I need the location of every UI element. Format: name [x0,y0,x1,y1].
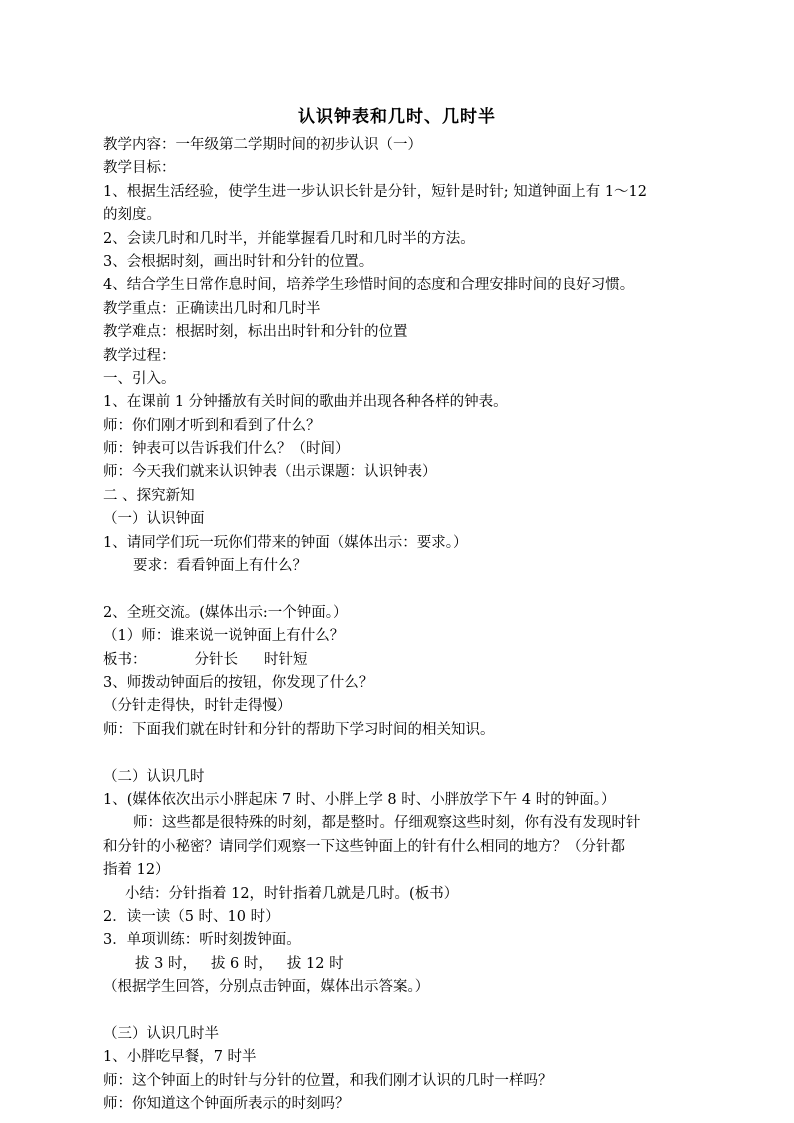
clock-face-step-2: 2、全班交流。(媒体出示:一个钟面。） [103,604,348,621]
teaching-goals-heading: 教学目标： [103,160,176,177]
teacher-line-3: 师：今天我们就来认识钟表（出示课题：认识钟表） [103,464,437,481]
exercise-12-oclock: 拔 12 时 [286,955,344,972]
goal-3-line: 3、会根据时刻，画出时针和分针的位置。 [103,253,374,270]
hand-speed-answer: （分针走得快，时针走得慢） [103,698,292,715]
blank-line [103,578,703,601]
section-explore-heading: 二 、探究新知 [103,487,195,504]
blank-line [103,742,703,765]
board-writing-label: 板书： [103,651,147,668]
blank-line [103,999,703,1022]
board-writing-line [103,649,703,672]
subsection-clock-face-heading: （一）认识钟面 [103,511,205,528]
requirement-line: 要求：看看钟面上有什么？ [133,558,307,575]
hours-exercise-line [103,953,703,976]
clock-face-step-1: 1、请同学们玩一玩你们带来的钟面（媒体出示：要求。） [103,534,468,551]
hours-summary: 小结：分针指着 12，时针指着几就是几时。(板书） [125,885,459,902]
difficulty-line: 教学难点：根据时刻，标出出时针和分针的位置 [103,324,408,341]
hours-teacher-continuation: 和分针的小秘密？请同学们观察一下这些钟面上的针有什么相同的地方？（分针都 [103,838,625,855]
subsection-hours-heading: （二）认识几时 [103,768,205,785]
intro-step-1: 1、在课前 1 分钟播放有关时间的歌曲并出现各种各样的钟表。 [103,394,508,411]
hours-step-2: 2．读一读（5 时、10 时） [103,908,280,925]
key-point-line: 教学重点：正确读出几时和几时半 [103,300,321,317]
goal-2-line: 2、会读几时和几时半，并能掌握看几时和几时半的方法。 [103,230,475,247]
document-body [103,134,703,1116]
process-heading: 教学过程： [103,347,176,364]
hours-teacher-line: 师：这些都是很特殊的时刻，都是整时。仔细观察这些时刻，你有没有发现时针 [133,815,641,832]
teacher-line-2: 师：钟表可以告诉我们什么？（时间） [103,441,350,458]
teaching-content-line: 教学内容：一年级第二学期时间的初步认识（一） [103,137,422,153]
document-title: 认识钟表和几时、几时半 [298,107,496,127]
subsection-half-hours-heading: （三）认识几时半 [103,1025,219,1042]
goal-4-line: 4、结合学生日常作息时间，培养学生珍惜时间的态度和合理安排时间的良好习惯。 [103,277,635,294]
clock-face-question: （1）师：谁来说一说钟面上有什么？ [103,628,345,645]
hours-exercise-note: （根据学生回答，分别点击钟面，媒体出示答案。） [103,979,430,996]
teacher-transition-line: 师：下面我们就在时针和分针的帮助下学习时间的相关知识。 [103,721,495,738]
hours-teacher-answer: 指着 12） [103,862,170,879]
exercise-3-oclock: 拔 3 时， [135,955,197,972]
goal-1-continuation: 的刻度。 [103,207,161,224]
exercise-6-oclock: 拔 6 时， [210,955,273,972]
hours-step-1: 1、(媒体依次出示小胖起床 7 时、小胖上学 8 时、小胖放学下午 4 时的钟面。） [103,791,616,808]
half-hours-step-1: 1、小胖吃早餐，7 时半 [103,1049,257,1066]
board-hour-hand-short: 时针短 [264,651,308,668]
half-hours-teacher-line-2: 师：你知道这个钟面所表示的时刻吗？ [103,1096,350,1113]
teacher-line-1: 师：你们刚才听到和看到了什么？ [103,417,321,434]
section-intro-heading: 一、引入。 [103,370,176,387]
board-minute-hand-long: 分针长 [194,651,238,668]
hours-step-3: 3．单项训练：听时刻拨钟面。 [103,932,301,949]
goal-1-line: 1、根据生活经验，使学生进一步认识长针是分针，短针是时针; 知道钟面上有 1～12 [103,183,648,200]
clock-face-step-3: 3、师拨动钟面后的按钮，你发现了什么？ [103,674,374,691]
half-hours-teacher-line-1: 师：这个钟面上的时针与分针的位置，和我们刚才认识的几时一样吗？ [103,1072,553,1089]
